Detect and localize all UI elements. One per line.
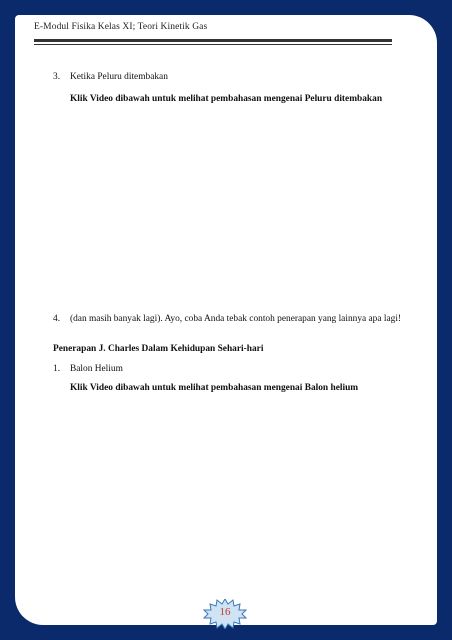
section-item-1-instruction: Klik Video dibawah untuk melihat pembahasan mengenai Balon helium — [70, 383, 359, 393]
item-3-number: 3. — [53, 72, 61, 82]
video-embed-peluru[interactable] — [70, 112, 400, 302]
video-embed-balon[interactable] — [70, 402, 400, 592]
section-heading: Penerapan J. Charles Dalam Kehidupan Sehari-hari — [53, 344, 264, 354]
item-4-label: (dan masih banyak lagi). Ayo, coba Anda tebak contoh penerapan yang lainnya apa lagi! — [70, 314, 402, 324]
page-number: 16 — [219, 606, 231, 618]
page-number-badge — [203, 599, 247, 629]
item-3-label: Ketika Peluru ditembakan — [70, 72, 168, 82]
item-4-number: 4. — [53, 314, 61, 324]
section-item-1-number: 1. — [53, 364, 61, 374]
header-rule-thin — [34, 44, 392, 45]
header-title: E-Modul Fisika Kelas XI; Teori Kinetik Gas — [34, 22, 208, 32]
item-3-instruction: Klik Video dibawah untuk melihat pembahasan mengenai Peluru ditembakan — [70, 94, 383, 104]
header-rule-thick — [34, 39, 392, 42]
section-item-1-label: Balon Helium — [70, 364, 123, 374]
